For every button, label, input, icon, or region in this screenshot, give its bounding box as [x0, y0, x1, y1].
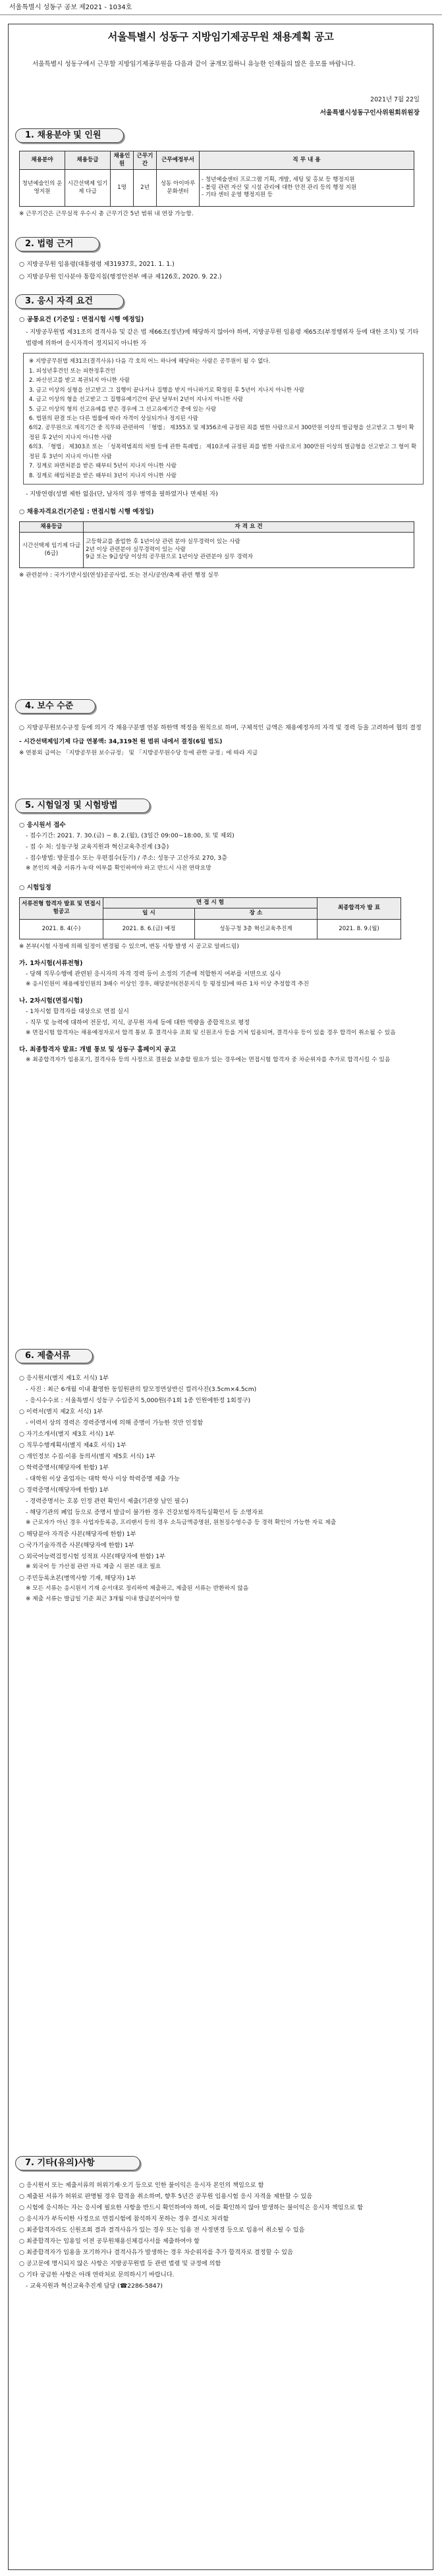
pay-block	[19, 722, 424, 759]
th-period: 근무기간	[134, 151, 157, 170]
doc-item: - 사진 : 최근 6개월 이내 촬영한 동일원판의 탈모정면상반신 컬러사진(3.5cm×4.5cm)	[26, 1386, 257, 1394]
stage2-heading: 나. 2차시험(면접시험)	[19, 997, 83, 1005]
td-period: 2년	[134, 170, 157, 207]
doc-item: - 대학원 이상 졸업자는 대학 학사 이상 학력증명 제출 가능	[26, 1475, 180, 1483]
apply-note: ※ 본인의 제출 서류가 누락 여부를 확인하여야 하고 반드시 사전 연락요망	[26, 865, 211, 872]
apply-period: - 접수기간: 2021. 7. 30.(금) ~ 8. 2.(월), (3일간 09:00~18:00, 토 및 제외)	[26, 832, 235, 840]
th-grade: 채용등급	[65, 151, 111, 170]
stage1-note: ※ 응시인원이 채용예정인원의 3배수 이상인 경우, 해당분야(전문지식 등 평정설)에 따른 1차 이상 추정합격 추진	[26, 981, 309, 988]
law-item: ○ 지방공무원 임용령(대통령령 제31937호, 2021. 1. 1.)	[19, 261, 175, 268]
box-line: 5. 금고 이상의 형의 선고유예를 받은 경우에 그 선고유예기간 중에 있는 사람	[29, 406, 217, 413]
etc-item: ○ 시험에 응시하는 자는 응시에 필요한 사항을 반드시 확인하여야 하며, 이를 확인하지 않아 발생하는 불이익은 응시자 책임으로 함	[19, 2204, 364, 2212]
qual-th-req: 자 격 요 건	[84, 521, 414, 533]
section-header-3: 3. 응시 자격 요건	[15, 294, 124, 309]
qual-block	[19, 315, 424, 581]
doc-item: ○ 경력증명서(해당자에 한함) 1부	[19, 1486, 109, 1494]
pay-line: ○ 지방공무원보수규정 등에 의거 각 채용구분별 연봉 하한액 책정을 원칙으로 하며, 구체적인 금액은 채용예정자의 자격 및 경력 등을 고려하여 협의 결정	[19, 724, 422, 731]
td-duties	[200, 170, 414, 207]
etc-item: ○ 최종합격자라도 신원조회 결과 결격사유가 있는 경우 또는 임용 전 사정변경 등으로 임용이 취소될 수 있음	[19, 2226, 305, 2234]
recruit-table	[19, 151, 414, 207]
td-grade: 시간선택제 임기제 다급	[65, 170, 111, 207]
law-block	[19, 259, 424, 283]
recruit-note: ※ 근무기간은 근무실적 우수시 총 근무기간 5년 범위 내 연장 가능함.	[19, 211, 194, 218]
recruit-block	[19, 151, 424, 220]
etc-item: ○ 공고문에 명시되지 않은 사항은 지방공무원법 등 관련 법령 및 규정에 의함	[19, 2260, 221, 2268]
th-field: 채용분야	[20, 151, 65, 170]
doc-item: ○ 외국어능력검정시험 성적표 사본(해당자에 한함) 1부	[19, 1553, 166, 1561]
doc-item: ○ 직무수행계획서(별지 제4호 서식) 1부	[19, 1442, 126, 1450]
doc-item: ※ 외국어 등 가산점 관련 자료 제출 시 원본 대조 필요	[26, 1564, 161, 1571]
qual-td-grade: 시간선택제 임기제 다급(6급)	[20, 533, 84, 568]
sched-th-place: 장 소	[194, 908, 317, 920]
gazette-number: 서울특별시 성동구 공보 제2021 - 1034호	[9, 4, 132, 11]
etc-item: ○ 최종합격자는 임용일 이전 공무원채용신체검사서를 제출하여야 함	[19, 2238, 200, 2246]
stage1-text: - 당해 직무수행에 관련된 응시자의 자격 경력 등이 소정의 기준에 적합한지 여부를 서면으로 심사	[26, 970, 281, 978]
th-dept: 근무예정부서	[157, 151, 200, 170]
apply-method: - 접수방법: 방문접수 또는 우편접수(등기) / 주소: 성동구 고산자로 270, 3층	[26, 854, 228, 862]
section-header-1: 1. 채용분야 및 인원	[15, 128, 124, 143]
stage2-text: - 직무 및 능력에 대하여 전문성, 지식, 공무원 자세 등에 대한 역량을 종합적으로 평정	[26, 1019, 250, 1027]
doc-item: - 응시수수료 : 서울특별시 성동구 수입증지 5,000원(주1회 1종 인원에한정 1회정구)	[26, 1397, 251, 1405]
td-count: 1명	[111, 170, 134, 207]
section-header-4: 4. 보수 수준	[15, 699, 96, 714]
final-heading: 다. 최종합격자 발표: 개별 통보 및 성동구 홈페이지 공고	[19, 1046, 177, 1054]
doc-item: ※ 모든 서류는 응시원서 기재 순서대로 정리하여 제출하고, 제출된 서류는 반환하지 않음	[26, 1585, 249, 1592]
sched-th-date: 일 시	[103, 908, 195, 920]
final-note: ※ 최종합격자가 임용포기, 결격사유 등의 사정으로 결원을 보충할 필요가 있는 경우에는 면접시험 합격자 중 차순위자를 추가로 합격시킬 수 있음	[26, 1056, 391, 1063]
box-line: ※ 지방공무원법 제31조(결격사유) 다음 각 호의 어느 하나에 해당하는 사람은 공무원이 될 수 없다.	[29, 358, 271, 365]
th-count: 채용인원	[111, 151, 134, 170]
qual-req-heading: ○ 채용자격요건(기준일 : 면접시험 시행 예정일)	[19, 508, 154, 516]
qual-table	[19, 521, 414, 569]
sched-td-place: 성동구청 3층 혁신교육추진계	[194, 919, 317, 939]
schedule-table	[19, 897, 401, 939]
etc-item: ○ 기타 궁금한 사항은 아래 연락처로 문의하시기 바랍니다.	[19, 2271, 175, 2279]
schedule-note: ※ 본부(시험 사정에 의해 일정이 변경될 수 있으며, 변동 사항 발생 시 공고로 알려드림)	[19, 943, 239, 950]
qual-th-grade: 채용등급	[20, 521, 84, 533]
box-line: 4. 금고 이상의 형을 선고받고 그 집행유예기간이 끝난 날부터 2년이 지나지 아니한 사람	[29, 396, 244, 404]
doc-item: ○ 자기소개서(별지 제3호 서식) 1부	[19, 1431, 115, 1438]
sched-td-final: 2021. 8. 9.(월)	[318, 919, 401, 939]
issuer-org: 서울특별시성동구인사위원회위원장	[319, 109, 420, 117]
doc-item: ○ 학력증명서(해당자에 한함) 1부	[19, 1464, 109, 1472]
law-item: ○ 지방공무원 인사분야 통합지침(행정안전부 예규 제126호, 2020. 9. 22.)	[19, 273, 222, 280]
doc-item: ○ 국가기술자격증 사본(해당자에 한함) 1부	[19, 1542, 134, 1550]
sched-td-doc: 2021. 8. 4(수)	[20, 919, 103, 939]
doc-item: ○ 이력서(별지 제2호 서식) 1부	[19, 1408, 103, 1416]
doc-item: - 이력서 상의 경력은 경력증명서에 의해 증명이 가능한 것만 인정함	[26, 1419, 204, 1427]
box-line: 6의3. 「형법」 제303조 또는 「성폭력범죄의 처벌 등에 관한 특례법」 제10조에 규정된 죄를 범한 사람으로서 300만원 이상의 벌금형을 선고받고 그 형이 확정된 후 3년이 지나지 아니한 사람	[29, 444, 417, 460]
gazette-divider	[0, 14, 442, 15]
box-line: 6. 법원의 판결 또는 다른 법률에 따라 자격이 상실되거나 정지된 사람	[29, 415, 198, 423]
section-header-5: 5. 시험일정 및 시험방법	[15, 799, 150, 813]
section-header-7: 7. 기타(유의)사항	[15, 2156, 140, 2170]
sched-td-date: 2021. 8. 6.(금) 예정	[103, 919, 195, 939]
disqualification-box	[23, 353, 424, 485]
schedule-heading: ○ 시험일정	[19, 884, 51, 892]
duty-line: - 청년예술센터 프로그램 기획, 개발, 세팅 및 홍보 등 행정지원	[202, 176, 355, 184]
etc-item: ○ 응시자가 부득이한 사정으로 면접시험에 참석하지 못하는 경우 결시로 처리함	[19, 2215, 229, 2223]
sched-th-interview: 면 접 시 험	[103, 897, 318, 908]
qual-td-req: 고등학교를 졸업한 후 1년이상 관련 분야 실무경력이 있는 사람 2년 이상 관련분야 실무경력이 있는 사람 9급 또는 9급상당 이상의 공무원으로 1년이상 관련분야 실무 경력자	[84, 533, 414, 568]
duty-line: - 볼링 관련 자산 및 시설 관리에 대한 안전 관리 등의 행정 지원	[202, 184, 357, 191]
notice-date: 2021년 7월 22일	[370, 96, 420, 103]
td-field: 청년예술인의 운영지원	[20, 170, 65, 207]
pay-note: ※ 연봉외 급여는 「지방공무원 보수규정」 및 「지방공무원수당 등에 관한 규정」에 따라 지급	[19, 750, 258, 757]
docs-block	[19, 1373, 424, 1605]
doc-item: ※ 근로자가 아닌 경우 사업자등록증, 프리랜서 등의 경우 소득금액증명원, 원천징수영수증 등 경력 확인이 가능한 자료 제출	[26, 1519, 337, 1527]
box-line: 6의2. 공무원으로 재직기간 중 직무와 관련하여 「형법」 제355조 및 제356조에 규정된 죄를 범한 사람으로서 300만원 이상의 벌금형을 선고받고 그 형이 확정된 후 2년이 지나지 아니한 사람	[29, 425, 414, 441]
etc-contact: - 교육지원과 혁신교육추진계 담당 (☎2286-5847)	[26, 2282, 163, 2290]
etc-item: ○ 최종합격자가 임용을 포기하거나 결격사유가 발생하는 경우 차순위자를 추가 합격자로 결정할 수 있음	[19, 2249, 293, 2257]
apply-place: - 접 수 처: 성동구청 교육지원과 혁신교육추진계 (3층)	[26, 843, 169, 851]
doc-item: ○ 해당분야 자격증 사본(해당자에 한함) 1부	[19, 1531, 136, 1538]
doc-item: ○ 주민등록초본(병역사항 기재, 해당자) 1부	[19, 1574, 136, 1582]
th-duties: 직 무 내 용	[200, 151, 414, 170]
doc-item: - 경력증명서는 호봉 인정 관련 확인서 제출(기관장 날인 필수)	[26, 1498, 188, 1506]
etc-item: ○ 제출된 서류가 허위로 판명될 경우 합격을 취소하며, 향후 5년간 공무원 임용시험 응시 자격을 제한할 수 있음	[19, 2193, 313, 2201]
stage1-heading: 가. 1차시험(서류전형)	[19, 959, 83, 967]
pay-amount: - 시간선택제임기제 다급 연봉액: 34,319천 원 범위 내에서 결정(6일 범도)	[19, 738, 223, 746]
sched-th-final: 최종합격자 발 표	[318, 897, 401, 919]
section-header-2: 2. 법령 근거	[15, 237, 99, 251]
qual-note: ※ 관련분야 : 국가기반시설(연성)공공사업, 또는 전시/공연/축제 관련 행정 실무	[19, 572, 219, 579]
stage2-text: - 1차시험 합격자를 대상으로 면접 실시	[26, 1008, 129, 1016]
section-header-6: 6. 제출서류	[15, 1349, 93, 1363]
etc-block	[19, 2180, 424, 2292]
box-line: 1. 피성년후견인 또는 피한정후견인	[29, 367, 116, 375]
box-line: 2. 파산선고를 받고 복권되지 아니한 사람	[29, 377, 130, 384]
qual-age-text: - 지방연령(성별 제한 없음(단, 남자의 경우 병역을 필하였거나 면제된 자)	[26, 490, 218, 498]
notice-title: 서울특별시 성동구 지방임기제공무원 채용계획 공고	[107, 31, 334, 43]
box-line: 8. 징계로 해임처분을 받은 때부터 3년이 지나지 아니한 사람	[29, 472, 177, 479]
exam-block	[19, 821, 424, 1065]
doc-item: ※ 제출 서류는 발급일 기준 최근 3개월 이내 발급분이어야 함	[26, 1595, 180, 1602]
intro-paragraph: 서울특별시 성동구에서 근무할 지방임기제공무원을 다음과 같이 공개모집하니 유능한 인재들의 많은 응모를 바랍니다.	[32, 61, 356, 68]
box-line: 3. 금고 이상의 실형을 선고받고 그 집행이 끝나거나 집행을 받지 아니하기로 확정된 후 5년이 지나지 아니한 사람	[29, 386, 305, 394]
etc-item: ○ 응시원서 또는 제출서류의 허위기재·오기 등으로 인한 불이익은 응시자 본인의 책임으로 함	[19, 2182, 264, 2189]
box-line: 7. 징계로 파면처분을 받은 때부터 5년이 지나지 아니한 사람	[29, 463, 177, 470]
qual-common-text: - 지방공무원법 제31조의 결격사유 및 같은 법 제66조(정년)에 해당하지 않아야 하며, 지방공무원 임용령 제65조(부정행위자 등에 대한 조치) 및 기타 법령에 의하여 응시자격이 정지되지 아니한 자	[26, 329, 419, 348]
duty-line: - 기타 센터 운영 행정지원 등	[202, 192, 273, 199]
sched-th-doc: 서류전형 합격자 발표 및 면접시험공고	[20, 897, 103, 919]
stage2-note: ※ 면접시험 합격자는 채용예정자로서 합격 통보 후 결격사유 조회 및 신원조사 등을 거쳐 임용되며, 결격사유 등이 있을 경우 합격이 취소될 수 있음	[26, 1030, 396, 1037]
td-dept: 성동 아이마루 문화센터	[157, 170, 200, 207]
apply-heading: ○ 응시원서 접수	[19, 822, 66, 829]
doc-item: ○ 개인정보 수집·이용 동의서(별지 제5호 서식) 1부	[19, 1453, 156, 1461]
doc-item: - 해당기관의 폐업 등으로 증명서 발급이 불가한 경우 건강보험자격득실확인서 등 소명자료	[26, 1509, 263, 1517]
doc-item: ○ 응시원서(별지 제1호 서식) 1부	[19, 1375, 109, 1382]
qual-common-heading: ○ 공통요건 (기준일 : 면접시험 시행 예정일)	[19, 316, 144, 323]
notice-frame	[8, 24, 433, 2570]
